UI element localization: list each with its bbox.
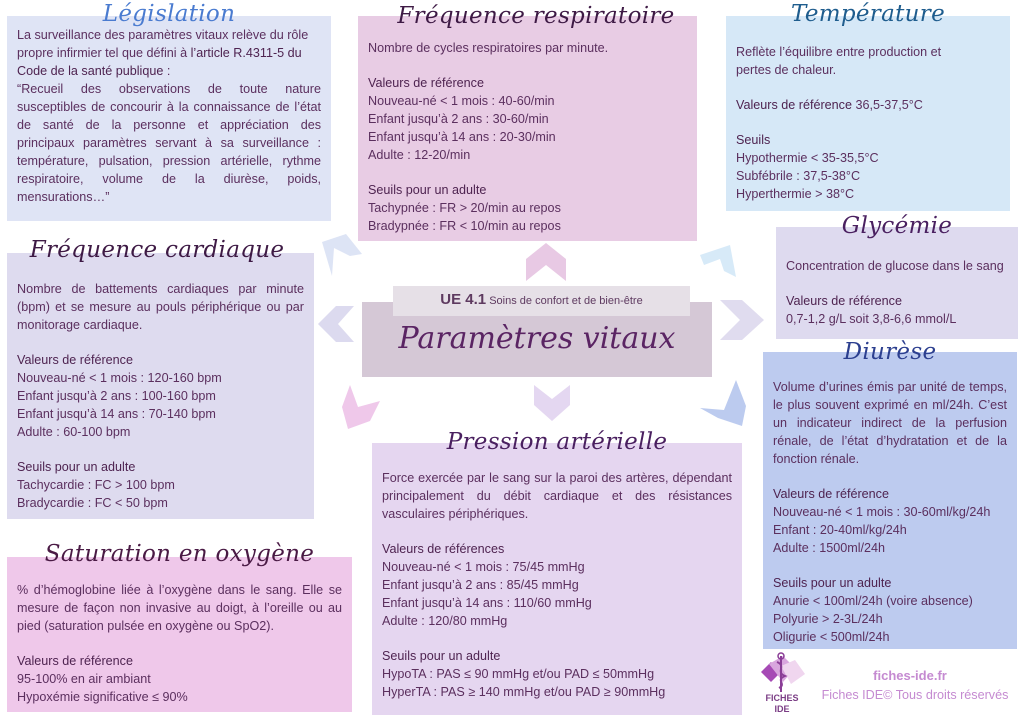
arrow-right-icon	[720, 300, 764, 340]
legislation-text: propre infirmier tel que défini à	[17, 46, 191, 60]
glycemie-title: Glycémie	[841, 213, 953, 239]
freq-card-ref-newborn: Nouveau-né < 1 mois : 120-160 bpm	[17, 371, 222, 385]
temperature-description-line2: pertes de chaleur.	[736, 63, 837, 77]
arrow-up-right-icon	[700, 241, 740, 281]
arrow-up-left-icon	[320, 234, 364, 278]
diurese-card	[763, 352, 1017, 649]
legislation-intro-line2	[17, 44, 321, 62]
temperature-title: Température	[791, 1, 945, 27]
footer-copyright: Fiches IDE© Tous droits réservés	[821, 688, 1009, 702]
pression-hypota: HypoTA : PAS ≤ 90 mmHg et/ou PAD ≤ 50mmHg	[382, 667, 655, 681]
temperature-ref-heading: Valeurs de référence	[736, 98, 852, 112]
pression-card	[372, 443, 742, 715]
legislation-code-ref: Code de la santé publique	[17, 64, 164, 78]
legislation-intro-line1: La surveillance des paramètres vitaux relève du rôle	[17, 28, 309, 42]
logo-label-line2: IDE	[774, 704, 790, 714]
legislation-title: Législation	[102, 1, 236, 27]
saturation-ref-heading: Valeurs de référence	[17, 654, 133, 668]
legislation-card	[7, 16, 331, 221]
logo-label-line1: FICHES	[765, 693, 799, 703]
pression-description: Force exercée par le sang sur la paroi des artères, dépendant principalement du débit cardiaque et des résistances vasculaires périphériques.	[382, 471, 732, 521]
pression-ref-adult: Adulte : 120/80 mmHg	[382, 614, 508, 628]
ue-label: Soins de confort et de bien-être	[489, 295, 643, 307]
arrow-down-right-icon	[700, 380, 746, 426]
temperature-card	[726, 16, 1010, 211]
diurese-ref-heading: Valeurs de référence	[773, 487, 889, 501]
pression-ref-heading: Valeurs de références	[382, 542, 505, 556]
diurese-ref-adult: Adulte : 1500ml/24h	[773, 541, 886, 555]
arrow-up-icon	[526, 243, 566, 283]
freq-resp-ref-heading: Valeurs de référence	[368, 76, 484, 90]
arrow-down-icon	[534, 385, 570, 421]
freq-card-card	[7, 253, 314, 519]
freq-resp-ref-child2: Enfant jusqu’à 2 ans : 30-60/min	[368, 112, 549, 126]
glycemie-ref-heading: Valeurs de référence	[786, 294, 902, 308]
logo-label	[760, 693, 804, 715]
glycemie-card	[776, 227, 1018, 339]
freq-resp-ref-child14: Enfant jusqu’à 14 ans : 20-30/min	[368, 130, 556, 144]
freq-card-ref-heading: Valeurs de référence	[17, 353, 133, 367]
freq-resp-tachypnee: Tachypnée : FR > 20/min au repos	[368, 201, 561, 215]
diurese-polyurie: Polyurie > 2-3L/24h	[773, 612, 883, 626]
freq-resp-bradypnee: Bradypnée : FR < 10/min au repos	[368, 219, 561, 233]
freq-resp-thresholds-heading: Seuils pour un adulte	[368, 183, 487, 197]
saturation-card	[7, 557, 352, 712]
center-title: Paramètres vitaux	[398, 321, 676, 356]
ue-tab	[393, 286, 690, 316]
temperature-ref	[736, 96, 1000, 114]
diurese-thresholds-heading: Seuils pour un adulte	[773, 576, 892, 590]
freq-card-ref-adult: Adulte : 60-100 bpm	[17, 425, 131, 439]
freq-card-tachycardie: Tachycardie : FC > 100 bpm	[17, 478, 175, 492]
saturation-ref-hypoxemie: Hypoxémie significative ≤ 90%	[17, 690, 188, 704]
freq-resp-card	[358, 16, 697, 241]
freq-card-ref-child2: Enfant jusqu’à 2 ans : 100-160 bpm	[17, 389, 216, 403]
freq-resp-title: Fréquence respiratoire	[397, 3, 675, 29]
freq-card-ref-child14: Enfant jusqu’à 14 ans : 70-140 bpm	[17, 407, 216, 421]
legislation-colon: :	[163, 64, 171, 78]
diurese-ref-newborn: Nouveau-né < 1 mois : 30-60ml/kg/24h	[773, 505, 991, 519]
pression-ref-child14: Enfant jusqu’à 14 ans : 110/60 mmHg	[382, 596, 592, 610]
saturation-ref-ambient: 95-100% en air ambiant	[17, 672, 151, 686]
pression-ref-newborn: Nouveau-né < 1 mois : 75/45 mmHg	[382, 560, 585, 574]
diurese-ref-child: Enfant : 20-40ml/kg/24h	[773, 523, 907, 537]
legislation-article-ref: l’article R.4311-5 du	[190, 46, 302, 60]
pression-ref-child2: Enfant jusqu’à 2 ans : 85/45 mmHg	[382, 578, 579, 592]
freq-resp-ref-adult: Adulte : 12-20/min	[368, 148, 471, 162]
diurese-title: Diurèse	[843, 339, 937, 365]
legislation-intro-line3	[17, 62, 321, 80]
legislation-quote: “Recueil des observations de toute nature susceptibles de concourir à la connaissance de l’état de santé de la personne et appréciation des principaux paramètres servant à sa surveillance : température, pulsation, pression artérielle, rythme respiratoire, volume de la diurèse, poids, mensurations…”	[17, 82, 321, 204]
temperature-hyperthermie: Hyperthermie > 38°C	[736, 187, 855, 201]
freq-resp-description: Nombre de cycles respiratoires par minute.	[368, 41, 609, 55]
freq-resp-ref-newborn: Nouveau-né < 1 mois : 40-60/min	[368, 94, 555, 108]
temperature-thresholds-heading: Seuils	[736, 133, 771, 147]
temperature-description-line1: Reflète l’équilibre entre production et	[736, 45, 942, 59]
pression-hyperta: HyperTA : PAS ≥ 140 mmHg et/ou PAD ≥ 90mmHg	[382, 685, 666, 699]
pression-thresholds-heading: Seuils pour un adulte	[382, 649, 501, 663]
diurese-oligurie: Oligurie < 500ml/24h	[773, 630, 890, 644]
glycemie-description: Concentration de glucose dans le sang	[786, 259, 1004, 273]
temperature-subfebrile: Subfébrile : 37,5-38°C	[736, 169, 861, 183]
diurese-anurie: Anurie < 100ml/24h (voire absence)	[773, 594, 973, 608]
freq-card-bradycardie: Bradycardie : FC < 50 bpm	[17, 496, 168, 510]
freq-card-thresholds-heading: Seuils pour un adulte	[17, 460, 136, 474]
footer-site-link[interactable]: fiches-ide.fr	[873, 668, 947, 683]
arrow-left-icon	[318, 306, 354, 342]
temperature-ref-value: 36,5-37,5°C	[851, 98, 923, 112]
freq-card-title: Fréquence cardiaque	[29, 237, 285, 263]
pression-title: Pression artérielle	[446, 429, 668, 455]
ue-code: UE 4.1	[440, 291, 487, 308]
temperature-hypothermie: Hypothermie < 35-35,5°C	[736, 151, 879, 165]
freq-card-description: Nombre de battements cardiaques par minute (bpm) et se mesure au pouls périphérique ou par monitorage cardiaque.	[17, 282, 304, 332]
arrow-down-left-icon	[338, 385, 382, 429]
glycemie-ref-value: 0,7-1,2 g/L soit 3,8-6,6 mmol/L	[786, 312, 957, 326]
saturation-title: Saturation en oxygène	[44, 541, 315, 567]
diurese-description: Volume d’urines émis par unité de temps, le plus souvent exprimé en ml/24h. C’est un indicateur indirect de la perfusion rénale, de l’état d’hydratation et de la fonction rénale.	[773, 380, 1007, 466]
saturation-description: % d’hémoglobine liée à l’oxygène dans le sang. Elle se mesure de façon non invasive au doigt, à l’oreille ou au pied (saturation pulsée en oxygène ou SpO2).	[17, 583, 342, 633]
